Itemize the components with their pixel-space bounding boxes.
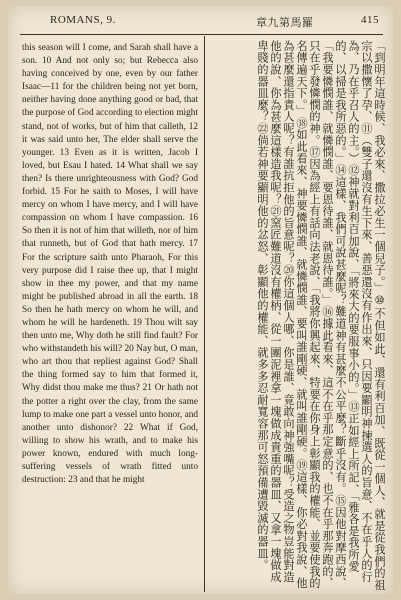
bible-page — [8, 6, 393, 594]
chinese-text-column: 「到明年這時候、我必來、撒拉必生一個兒子。」⑩不但如此、還有利百加、既從一個人、就是從我們的祖宗以撒懷了孕、⑪（雙子還沒有生下來、善惡還沒有作出來、只因要顯明神揀選人的旨意、不在乎人的行為、乃在乎召人的主。）⑫神就對利百加說、「將來大的要服事小的。」⑬正如經上所記、「雅各是我所愛的、以掃是我所惡的。」⑭這樣、我們可說甚麼呢？難道神有甚麼不公平麼？斷乎沒有。⑮因他對摩西說、「我要憐憫誰、就憐憫誰、要恩待誰、就恩待誰。」⑯據此看來、這不在乎那定意的、也不在乎那奔跑的、只在乎發憐憫的神。⑰因為經上有話向法老說、「我將你興起來、特要在你身上彰顯我的權能、並要使我的名傳遍天下。」⑱如此看來、神要憐憫誰、就憐憫誰、要叫誰剛硬、就叫誰剛硬。⑲這樣、你必對我說、他為甚麼還指責人呢？有誰抗拒他的旨意呢？⑳你這個人哪、你是誰、竟敢向神強嘴呢？受造之物豈能對造他的說、你為甚麼這樣造我呢？㉑窯匠難道沒有權柄、從一團泥裡拿一塊做成貴重的器皿、又拿一塊做成卑賤的器皿麼？㉒倘若神要顯明他的忿怒、彰顯他的權能、就多多忍耐寬容那可怒預備遭毀滅的器皿。 — [256, 40, 386, 591]
english-text-column: this season will I come, and Sarah shall have a son. 10 And not only so; but Rebecca also having conceived by one, even by our father Isaac—11 for the children being not yet born, neither having done anything good or bad, that the purpose of God according to election might stand, not of works, but of him that calleth, 12 it was said unto her, The elder shall serve the younger. 13 Even as it is written, Jacob I loved, but Esau I hated. 14 What shall we say then? Is there unrighteousness with God? God forbid. 15 For he saith to Moses, I will have mercy on whom I have mercy, and I will have compassion on whom I have compassion. 16 So then it is not of him that willeth, nor of him that runneth, but of God that hath mercy. 17 For the scripture saith unto Pharaoh, For this very purpose did I raise thee up, that I might show in thee my power, and that my name might be published abroad in all the earth. 18 So then he hath mercy on whom he will, and whom he will he hardeneth. 19 Thou wilt say then unto me, Why doth he still find fault? For who withstandeth his will? 20 Nay but, O man, who art thou that repliest against God? Shall the thing formed say to him that formed it, Why didst thou make me thus? 21 Or hath not the potter a right over the clay, from the same lump to make one part a vessel unto honor, and another unto dishonor? 22 What if God, willing to show his wrath, and to make his power known, endured with much long-suffering vessels of wrath fitted unto destruction: 23 and that he might — [22, 43, 198, 486]
page-header — [20, 14, 383, 32]
page-number: 415 — [361, 14, 379, 26]
book-chapter-heading: ROMANS, 9. — [50, 14, 116, 26]
column-divider — [204, 36, 205, 592]
header-rule — [20, 34, 383, 35]
chinese-chapter-heading: 章九第馬羅 — [256, 17, 314, 29]
